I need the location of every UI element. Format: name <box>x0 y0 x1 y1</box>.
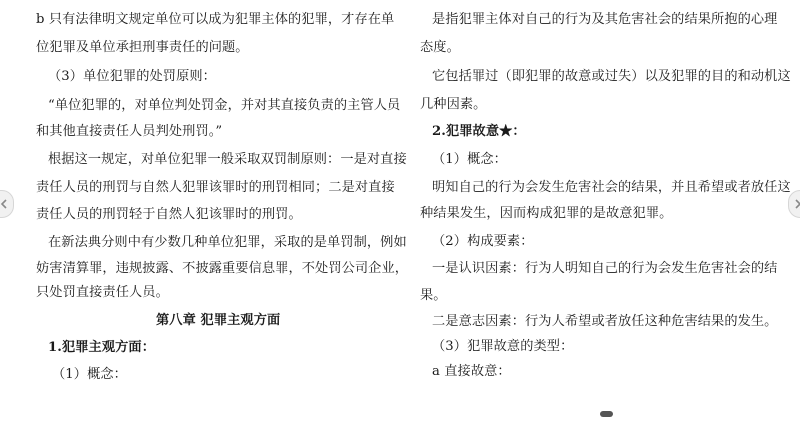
chapter-heading: 第八章 犯罪主观方面 <box>156 313 281 328</box>
text-line: 在新法典分则中有少数几种单位犯罪，采取的是单罚制，例如 <box>48 235 407 250</box>
text-line: 和其他直接责任人员判处刑罚。” <box>36 124 223 139</box>
section-heading: 2.犯罪故意★： <box>432 124 526 139</box>
text-line: 种结果发生，因而构成犯罪的是故意犯罪。 <box>420 206 673 221</box>
text-line: 态度。 <box>420 40 460 55</box>
section-heading: 1.犯罪主观方面： <box>48 340 155 355</box>
text-line: （2）构成要素： <box>432 234 534 249</box>
text-line: （3）单位犯罪的处罚原则： <box>48 69 216 84</box>
left-page <box>36 0 409 422</box>
scroll-indicator[interactable] <box>600 411 613 417</box>
text-line: a 直接故意： <box>432 364 511 379</box>
text-line: 明知自己的行为会发生危害社会的结果，并且希望或者放任这 <box>432 180 791 195</box>
text-line: 根据这一规定，对单位犯罪一般采取双罚制原则：一是对直接 <box>48 152 407 167</box>
next-page-button[interactable] <box>788 190 800 218</box>
text-line: 二是意志因素：行为人希望或者放任这种危害结果的发生。 <box>432 314 778 329</box>
text-line: b 只有法律明文规定单位可以成为犯罪主体的犯罪，才存在单 <box>36 12 395 27</box>
text-line: “单位犯罪的，对单位判处罚金，并对其直接负责的主管人员 <box>48 98 401 113</box>
text-line: （1）概念： <box>52 367 127 382</box>
text-line: 只处罚直接责任人员。 <box>36 285 169 300</box>
text-line: 是指犯罪主体对自己的行为及其危害社会的结果所抱的心理 <box>432 12 778 27</box>
text-line: （1）概念： <box>432 152 507 167</box>
text-line: 位犯罪及单位承担刑事责任的问题。 <box>36 40 249 55</box>
chevron-left-icon <box>0 199 9 209</box>
previous-page-button[interactable] <box>0 190 14 218</box>
right-page <box>412 0 791 422</box>
text-line: 几种因素。 <box>420 97 487 112</box>
text-line: 它包括罪过（即犯罪的故意或过失）以及犯罪的目的和动机这 <box>432 69 791 84</box>
text-line: 果。 <box>420 288 447 303</box>
text-line: 妨害清算罪，违规披露、不披露重要信息罪，不处罚公司企业， <box>36 261 409 276</box>
text-line: （3）犯罪故意的类型： <box>432 339 574 354</box>
text-line: 责任人员的刑罚轻于自然人犯该罪时的刑罚。 <box>36 207 302 222</box>
text-line: 责任人员的刑罚与自然人犯罪该罪时的刑罚相同；二是对直接 <box>36 180 395 195</box>
chevron-right-icon <box>793 199 800 209</box>
text-line: 一是认识因素：行为人明知自己的行为会发生危害社会的结 <box>432 261 778 276</box>
